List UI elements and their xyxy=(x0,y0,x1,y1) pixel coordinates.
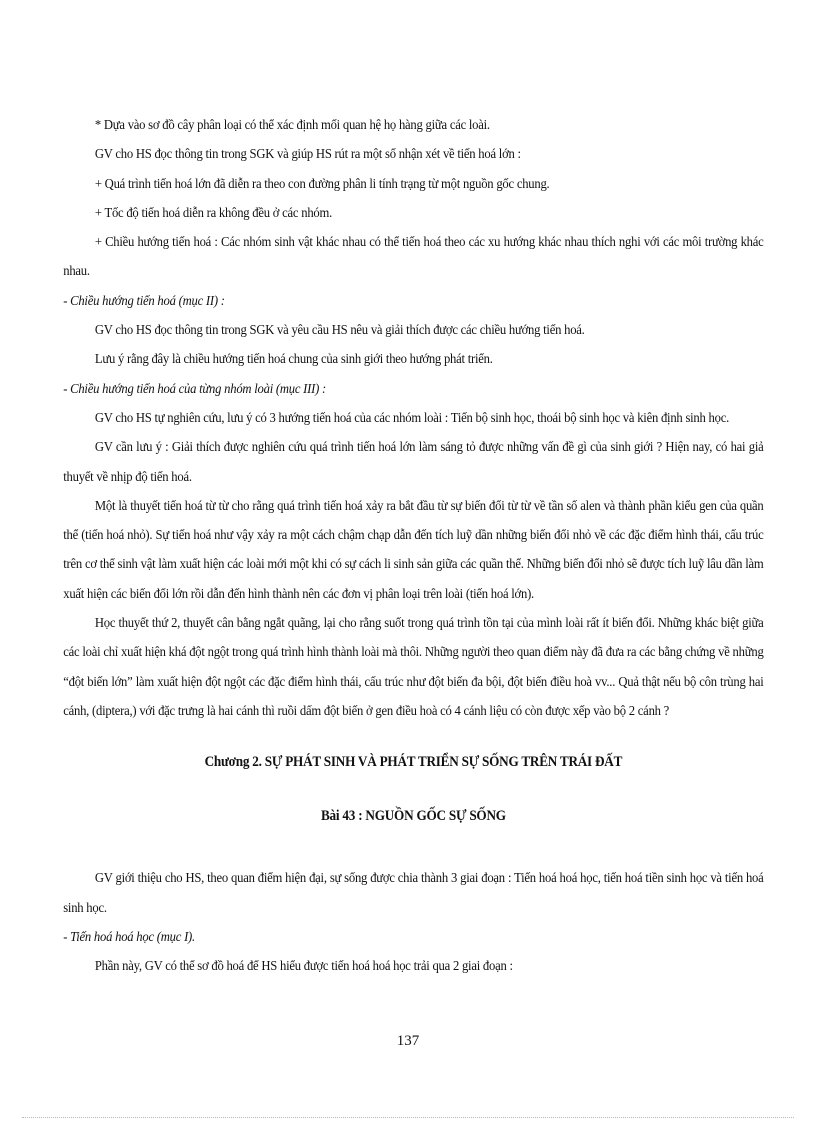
body-paragraph: GV cho HS tự nghiên cứu, lưu ý có 3 hướng tiến hoá của các nhóm loài : Tiến bộ sinh học, thoái bộ sinh học và kiên định sinh học. xyxy=(94,409,730,425)
body-paragraph: GV cho HS đọc thông tin trong SGK và yêu cầu HS nêu và giải thích được các chiều hướng tiến hoá. xyxy=(94,322,585,338)
body-paragraph: GV giới thiệu cho HS, theo quan điểm hiện đại, sự sống được chia thành 3 giai đoạn : Tiến hoá hoá học, tiến hoá tiền sinh học và tiến hoá sinh học. xyxy=(63,870,764,915)
body-paragraph: + Quá trình tiến hoá lớn đã diễn ra theo con đường phân li tính trạng từ một nguồn gốc chung. xyxy=(94,175,550,191)
lesson-title: Bài 43 : NGUỒN GỐC SỰ SỐNG xyxy=(320,808,506,825)
body-paragraph: Phần này, GV có thể sơ đồ hoá để HS hiểu được tiến hoá hoá học trải qua 2 giai đoạn : xyxy=(94,958,513,974)
body-paragraph: Một là thuyết tiến hoá từ từ cho rằng quá trình tiến hoá xảy ra bắt đầu từ sự biến đổi từ từ về tần số alen và thành phần kiểu gen của quần thể (tiến hoá nhỏ). Sự tiến hoá như vậy xảy ra một cách chậm chạp dẫn đến tích luỹ dần những biến đổi nhỏ về các đặc điểm hình thái, cấu trúc trên cơ thể sinh vật làm xuất hiện các loài mới một khi có sự cách li sinh sản giữa các quần thể. Những biến đổi nhỏ sẽ được tích luỹ lâu dần làm xuất hiện các biến đổi lớn rồi dẫn đến hình thành nên các đơn vị phân loại trên loài (tiến hoá lớn). xyxy=(63,497,764,601)
page-number: 137 xyxy=(396,1033,420,1049)
body-paragraph: Lưu ý rằng đây là chiều hướng tiến hoá chung của sinh giới theo hướng phát triển. xyxy=(94,351,493,367)
body-paragraph: GV cần lưu ý : Giải thích được nghiên cứu quá trình tiến hoá lớn làm sáng tỏ được những vấn đề gì của sinh giới ? Hiện nay, có hai giả thuyết về nhịp độ tiến hoá. xyxy=(63,439,764,484)
body-paragraph: GV cho HS đọc thông tin trong SGK và giúp HS rút ra một số nhận xét về tiến hoá lớn : xyxy=(94,146,521,162)
section-heading-group-evolution: - Chiều hướng tiến hoá của từng nhóm loài (mục III) : xyxy=(63,380,327,396)
section-heading-evolution-directions: - Chiều hướng tiến hoá (mục II) : xyxy=(63,292,225,308)
body-paragraph: + Tốc độ tiến hoá diễn ra không đều ở các nhóm. xyxy=(94,204,333,220)
body-paragraph: Học thuyết thứ 2, thuyết cân bằng ngắt quãng, lại cho rằng suốt trong quá trình tồn tại của mình loài rất ít biến đổi. Những khác biệt giữa các loài chỉ xuất hiện khá đột ngột trong quá trình hình thành loài mà thôi. Những người theo quan điểm này đã đưa ra các bằng chứng về những “đột biến lớn” làm xuất hiện đột ngột các đặc điểm hình thái, cấu trúc như đột biến đa bội, đột biến điều hoà vv... Quả thật nếu bộ côn trùng hai cánh, (diptera,) với đặc trưng là hai cánh thì ruồi dấm đột biến ở gen điều hoà có 4 cánh liệu có còn được xếp vào bộ 2 cánh ? xyxy=(63,615,764,718)
body-paragraph: * Dựa vào sơ đồ cây phân loại có thể xác định mối quan hệ họ hàng giữa các loài. xyxy=(94,117,490,132)
section-heading-chemical-evolution: - Tiến hoá hoá học (mục I). xyxy=(63,928,195,944)
body-paragraph: + Chiều hướng tiến hoá : Các nhóm sinh vật khác nhau có thể tiến hoá theo các xu hướng khác nhau thích nghi với các môi trường khác nhau. xyxy=(63,234,764,279)
chapter-title: Chương 2. SỰ PHÁT SINH VÀ PHÁT TRIỂN SỰ SỐNG TRÊN TRÁI ĐẤT xyxy=(204,754,623,771)
page-bottom-divider xyxy=(22,1117,794,1118)
